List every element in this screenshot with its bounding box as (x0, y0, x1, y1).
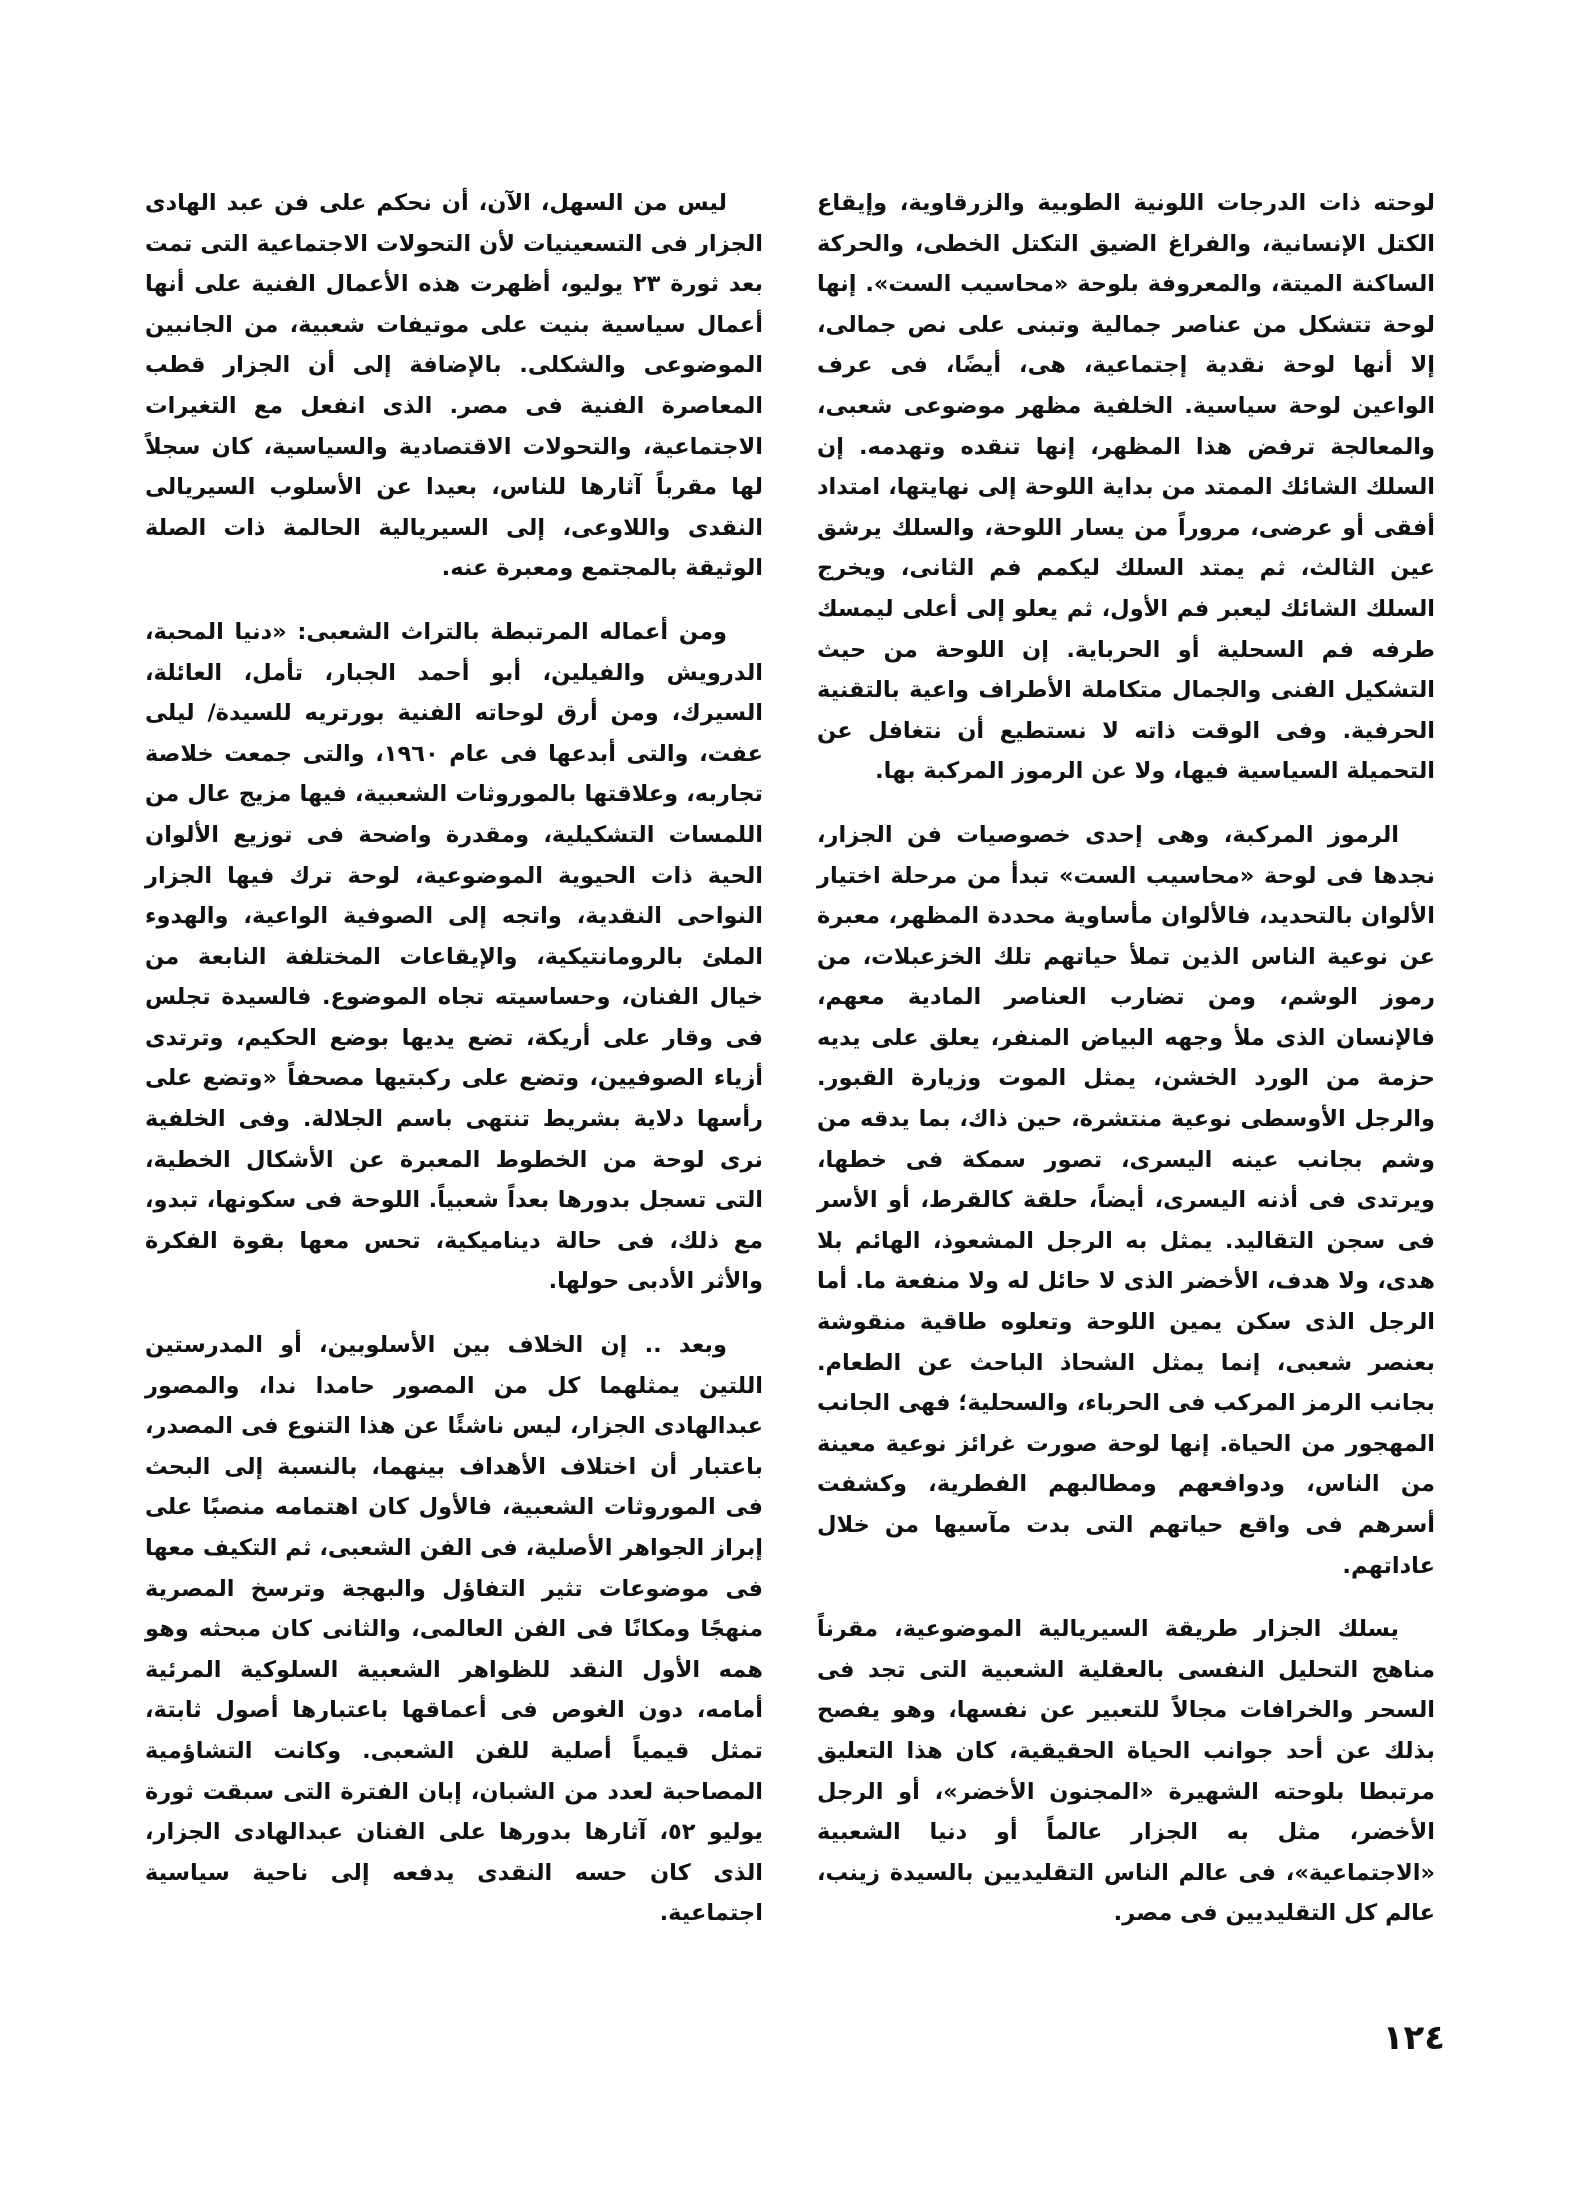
right-paragraph-2: الرموز المركبة، وهى إحدى خصوصيات فن الجزار، نجدها فى لوحة «محاسيب الست» تبدأ من مرحلة اختيار الألوان بالتحديد، فالألوان مأساوية محددة المظهر، معبرة عن نوعية الناس الذين تملأ حياتهم تلك الخزعبلات، من رموز الوشم، ومن تضارب العناصر المادية معهم، فالإنسان الذى ملأ وجهه البياض المنفر، يعلق على يديه حزمة من الورد الخشن، يمثل الموت وزيارة القبور. والرجل الأوسطى نوعية منتشرة، حين ذاك، بما يدقه من وشم بجانب عينه اليسرى، تصور سمكة فى خطها، ويرتدى فى أذنه اليسرى، أيضاً، حلقة كالقرط، أو الأسر فى سجن التقاليد. يمثل به الرجل المشعوذ، الهائم بلا هدى، ولا هدف، الأخضر الذى لا حائل له ولا منفعة ما. أما الرجل الذى سكن يمين اللوحة وتعلوه طاقية منقوشة بعنصر شعبى، إنما يمثل الشحاذ الباحث عن الطعام. بجانب الرمز المركب فى الحرباء، والسحلية؛ فهى الجانب المهجور من الحياة. إنها لوحة صورت غرائز نوعية معينة من الناس، ودوافعهم ومطالبهم الفطرية، وكشفت أسرهم فى واقع حياتهم التى بدت مآسيها من خلال عاداتهم. (817, 821, 1435, 1579)
left-column (145, 183, 763, 1934)
page-number: ١٢٤ (1382, 2018, 1445, 2058)
left-paragraph-1: ليس من السهل، الآن، أن نحكم على فن عبد الهادى الجزار فى التسعينيات لأن التحولات الاجتماعية التى تمت بعد ثورة ٢٣ يوليو، أظهرت هذه الأعمال الفنية على أنها أعمال سياسية بنيت على موتيفات شعبية، من الجانبين الموضوعى والشكلى. بالإضافة إلى أن الجزار قطب المعاصرة الفنية فى مصر. الذى انفعل مع التغيرات الاجتماعية، والتحولات الاقتصادية والسياسية، كان سجلاً لها مقرباً آثارها للناس، بعيدا عن الأسلوب السيريالى النقدى واللاوعى، إلى السيريالية الحالمة ذات الصلة الوثيقة بالمجتمع ومعبرة عنه. (145, 190, 763, 582)
right-paragraph-3: يسلك الجزار طريقة السيريالية الموضوعية، مقرناً مناهج التحليل النفسى بالعقلية الشعبية التى تجد فى السحر والخرافات مجالاً للتعبير عن نفسها، وهو يفصح بذلك عن أحد جوانب الحياة الحقيقية، كان هذا التعليق مرتبطا بلوحته الشهيرة «المجنون الأخضر»، أو الرجل الأخضر، مثل به الجزار عالماً أو دنيا الشعبية «الاجتماعية»، فى عالم الناس التقليديين بالسيدة زينب، عالم كل التقليديين فى مصر. (817, 1616, 1435, 1927)
right-paragraph-1: لوحته ذات الدرجات اللونية الطوبية والزرقاوية، وإيقاع الكتل الإنسانية، والفراغ الضيق التكتل الخطى، والحركة الساكنة الميتة، والمعروفة بلوحة «محاسيب الست». إنها لوحة تتشكل من عناصر جمالية وتبنى على نص جمالى، إلا أنها لوحة نقدية إجتماعية، هى، أيضًا، فى عرف الواعين لوحة سياسية. الخلفية مظهر موضوعى شعبى، والمعالجة ترفض هذا المظهر، إنها تنقده وتهدمه. إن السلك الشائك الممتد من بداية اللوحة إلى نهايتها، امتداد أفقى أو عرضى، مروراً من يسار اللوحة، والسلك يرشق عين الثالث، ثم يمتد السلك ليكمم فم الثانى، ويخرج السلك الشائك ليعبر فم الأول، ثم يعلو إلى أعلى ليمسك طرفه فم السحلية أو الحرباية. إن اللوحة من حيث التشكيل الفنى والجمال متكاملة الأطراف واعية بالتقنية الحرفية. وفى الوقت ذاته لا نستطيع أن نتغافل عن التحميلة السياسية فيها، ولا عن الرموز المركبة بها. (817, 190, 1435, 785)
left-paragraph-3: وبعد .. إن الخلاف بين الأسلوبين، أو المدرستين اللتين يمثلهما كل من المصور حامدا ندا، والمصور عبدالهادى الجزار، ليس ناشئًا عن هذا التنوع فى المصدر، باعتبار أن اختلاف الأهداف بينهما، بالنسبة إلى البحث فى الموروثات الشعبية، فالأول كان اهتمامه منصبًا على إبراز الجواهر الأصلية، فى الفن الشعبى، ثم التكيف معها فى موضوعات تثير التفاؤل والبهجة وترسخ المصرية منهجًا ومكانًا فى الفن العالمى، والثانى كان مبحثه وهو همه الأول النقد للظواهر الشعبية السلوكية المرئية أمامه، دون الغوص فى أعماقها باعتبارها أصول ثابتة، تمثل قيمياً أصلية للفن الشعبى. وكانت التشاؤمية المصاحبة لعدد من الشبان، إبان الفترة التى سبقت ثورة يوليو ٥٢، آثارها بدورها على الفنان عبدالهادى الجزار، الذى كان حسه النقدى يدفعه إلى ناحية سياسية اجتماعية. (145, 1332, 763, 1927)
right-column (817, 183, 1435, 1934)
left-paragraph-2: ومن أعماله المرتبطة بالتراث الشعبى: «دنيا المحبة، الدرويش والفيلين، أبو أحمد الجبار، تأمل، العائلة، السيرك، ومن أرق لوحاته الفنية بورتريه للسيدة/ ليلى عفت، والتى أبدعها فى عام ١٩٦٠، والتى جمعت خلاصة تجاربه، وعلاقتها بالموروثات الشعبية، فيها مزيج عال من اللمسات التشكيلية، ومقدرة واضحة فى توزيع الألوان الحية ذات الحيوية الموضوعية، لوحة ترك فيها الجزار النواحى النقدية، واتجه إلى الصوفية الواعية، والهدوء الملئ بالرومانتيكية، والإيقاعات المختلفة النابعة من خيال الفنان، وحساسيته تجاه الموضوع. فالسيدة تجلس فى وقار على أريكة، تضع يديها بوضع الحكيم، وترتدى أزياء الصوفيين، وتضع على ركبتيها مصحفاً «وتضع على رأسها دلاية بشريط تنتهى باسم الجلالة. وفى الخلفية نرى لوحة من الخطوط المعبرة عن الأشكال الخطية، التى تسجل بدورها بعداً شعبياً. اللوحة فى سكونها، تبدو، مع ذلك، فى حالة ديناميكية، تحس معها بقوة الفكرة والأثر الأدبى حولها. (145, 618, 763, 1295)
